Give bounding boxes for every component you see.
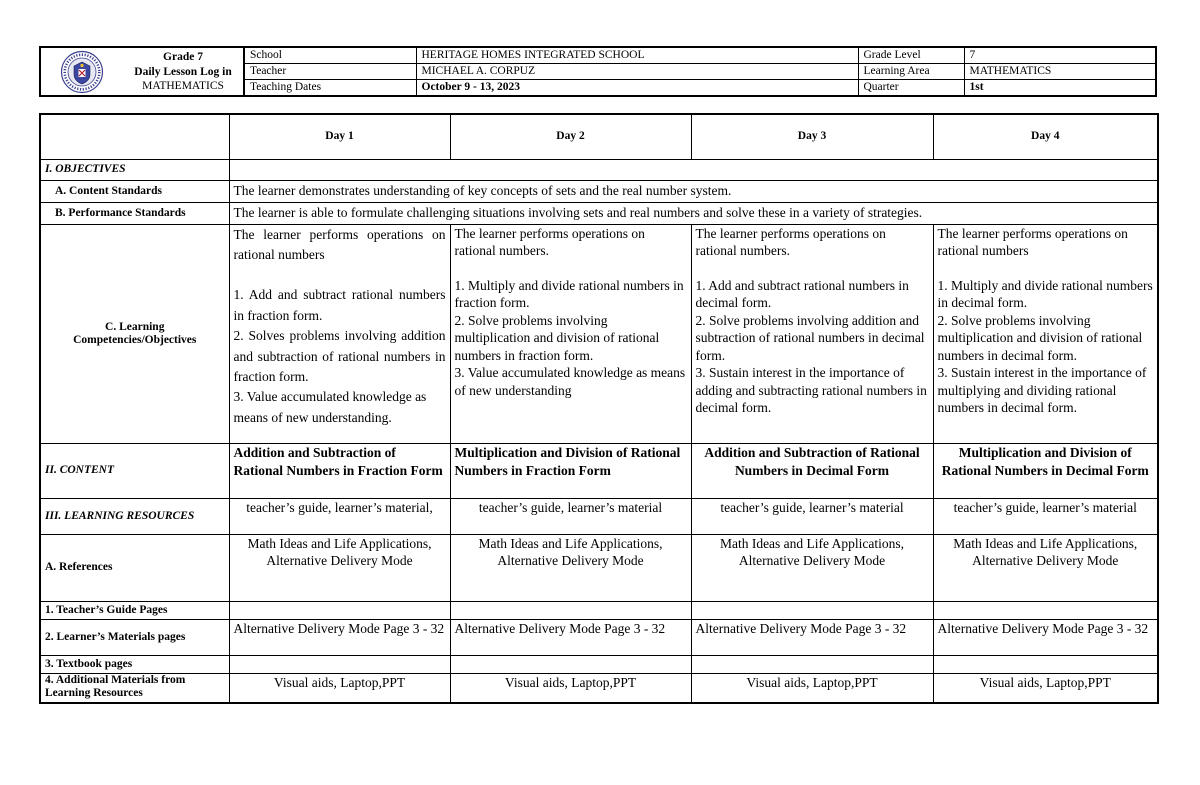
school-label: School [244,48,416,63]
day-4-header: Day 4 [933,114,1158,159]
competencies-day-1 [229,224,450,443]
content-label: II. CONTENT [40,443,229,498]
additional-label-line-1: 4. Additional Materials from [45,673,186,686]
header-row-teacher [244,63,1157,79]
competencies-day-4 [933,224,1158,443]
learners-materials-day-3: Alternative Delivery Mode Page 3 - 32 [691,619,933,655]
additional-day-3: Visual aids, Laptop,PPT [691,673,933,703]
teaching-dates-value: October 9 - 13, 2023 [416,80,858,96]
comp-d3-item-1: 1. Add and subtract rational numbers in decimal form. [695,277,909,310]
teachers-guide-day-3 [691,601,933,619]
day-3-header: Day 3 [691,114,933,159]
learning-resources-label: III. LEARNING RESOURCES [40,498,229,534]
textbook-label: 3. Textbook pages [40,655,229,673]
additional-materials-label [40,673,229,703]
references-day-1: Math Ideas and Life Applications, Alternative Delivery Mode [229,534,450,601]
learning-resources-day-3: teacher’s guide, learner’s material [691,498,933,534]
learning-resources-day-2: teacher’s guide, learner’s material [450,498,691,534]
learners-materials-day-4: Alternative Delivery Mode Page 3 - 32 [933,619,1158,655]
textbook-day-3 [691,655,933,673]
competencies-label [40,224,229,443]
comp-d1-item-1: 1. Add and subtract rational numbers in fraction form. [233,287,446,323]
content-day-4: Multiplication and Division of Rational Numbers in Decimal Form [933,443,1158,498]
content-row [40,443,1158,498]
learning-resources-day-1: teacher’s guide, learner’s material, [229,498,450,534]
teaching-dates-label: Teaching Dates [244,80,416,96]
deped-seal-icon [60,50,104,94]
comp-d4-item-1: 1. Multiply and divide rational numbers in decimal form. [937,277,1153,310]
comp-d1-gap [234,265,446,285]
comp-d3-item-2: 2. Solve problems involving addition and subtraction of rational numbers in decimal form. [695,312,925,363]
teachers-guide-label: 1. Teacher’s Guide Pages [40,601,229,619]
learning-resources-day-4: teacher’s guide, learner’s material [933,498,1158,534]
teachers-guide-day-4 [933,601,1158,619]
performance-standards-label: B. Performance Standards [40,202,229,224]
references-row [40,534,1158,601]
day-1-header: Day 1 [229,114,450,159]
comp-d2-item-3: 3. Value accumulated knowledge as means of new understanding [454,365,686,398]
learners-materials-row [40,619,1158,655]
references-day-3: Math Ideas and Life Applications, Alternative Delivery Mode [691,534,933,601]
header-row-dates [244,80,1157,96]
logo-cell [41,48,123,95]
day-2-header: Day 2 [450,114,691,159]
content-day-1: Addition and Subtraction of Rational Numbers in Fraction Form [229,443,450,498]
learning-area-value: MATHEMATICS [964,63,1157,79]
references-day-2: Math Ideas and Life Applications, Alternative Delivery Mode [450,534,691,601]
textbook-day-4 [933,655,1158,673]
additional-materials-row [40,673,1158,703]
content-day-3: Addition and Subtraction of Rational Numbers in Decimal Form [691,443,933,498]
comp-d2-intro: The learner performs operations on rational numbers. [454,225,645,258]
competencies-label-line-2: Competencies/Objectives [73,333,197,346]
comp-d4-intro: The learner performs operations on rational numbers [937,225,1128,258]
references-day-4: Math Ideas and Life Applications, Alternative Delivery Mode [933,534,1158,601]
teachers-guide-day-2 [450,601,691,619]
comp-d4-item-2: 2. Solve problems involving multiplication and division of rational numbers in decimal form. [937,312,1143,363]
teachers-guide-row [40,601,1158,619]
additional-day-2: Visual aids, Laptop,PPT [450,673,691,703]
textbook-row [40,655,1158,673]
textbook-day-1 [229,655,450,673]
learners-materials-label: 2. Learner’s Materials pages [40,619,229,655]
quarter-label: Quarter [858,80,964,96]
content-standards-row [40,180,1158,202]
performance-standards-text: The learner is able to formulate challenging situations involving sets and real numbers and solve these in a variety of strategies. [229,202,1158,224]
title-line-subject: MATHEMATICS [142,80,224,92]
learning-resources-row [40,498,1158,534]
competencies-label-line-1: C. Learning [105,320,165,333]
objectives-empty [229,159,1158,180]
teacher-label: Teacher [244,63,416,79]
learners-materials-day-2: Alternative Delivery Mode Page 3 - 32 [450,619,691,655]
performance-standards-row [40,202,1158,224]
grade-level-label: Grade Level [858,48,964,63]
comp-d1-intro: The learner performs operations on rational numbers [233,226,446,262]
competencies-day-2 [450,224,691,443]
header-row-school [244,48,1157,63]
additional-day-4: Visual aids, Laptop,PPT [933,673,1158,703]
objectives-label: I. OBJECTIVES [40,159,229,180]
grade-level-value: 7 [964,48,1157,63]
additional-day-1: Visual aids, Laptop,PPT [229,673,450,703]
comp-d4-gap [938,260,1154,277]
references-label: A. References [40,534,229,601]
competencies-day-3 [691,224,933,443]
comp-d3-item-3: 3. Sustain interest in the importance of adding and subtracting rational numbers in decimal form. [695,365,927,415]
competencies-row [40,224,1158,443]
textbook-day-2 [450,655,691,673]
title-line-log: Daily Lesson Log in [134,65,232,78]
learners-materials-day-1: Alternative Delivery Mode Page 3 - 32 [229,619,450,655]
school-value: HERITAGE HOMES INTEGRATED SCHOOL [416,48,858,63]
log-title [123,48,243,95]
learning-area-label: Learning Area [858,63,964,79]
title-line-grade: Grade 7 [163,51,203,63]
comp-d3-intro: The learner performs operations on rational numbers. [695,225,886,258]
lesson-plan-table [39,113,1159,704]
content-standards-label: A. Content Standards [40,180,229,202]
comp-d2-item-2: 2. Solve problems involving multiplication and division of rational numbers in fraction form. [454,312,660,363]
comp-d1-item-2: 2. Solves problems involving addition and subtraction of rational numbers in fraction form. [233,328,446,384]
comp-d2-gap [455,260,687,277]
additional-label-line-2: Learning Resources [45,686,143,699]
content-standards-text: The learner demonstrates understanding of key concepts of sets and the real number system. [229,180,1158,202]
comp-d1-item-3: 3. Value accumulated knowledge as means of new understanding. [233,389,427,425]
content-day-2: Multiplication and Division of Rational Numbers in Fraction Form [450,443,691,498]
corner-cell [40,114,229,159]
comp-d2-item-1: 1. Multiply and divide rational numbers in fraction form. [454,277,684,310]
header-info-table [243,48,1157,95]
days-header-row [40,114,1158,159]
objectives-row [40,159,1158,180]
teacher-value: MICHAEL A. CORPUZ [416,63,858,79]
quarter-value: 1st [964,80,1157,96]
comp-d4-item-3: 3. Sustain interest in the importance of multiplying and dividing rational numbers in decimal form. [937,365,1147,415]
comp-d3-gap [696,260,929,277]
teachers-guide-day-1 [229,601,450,619]
lesson-log-header [39,46,1157,97]
